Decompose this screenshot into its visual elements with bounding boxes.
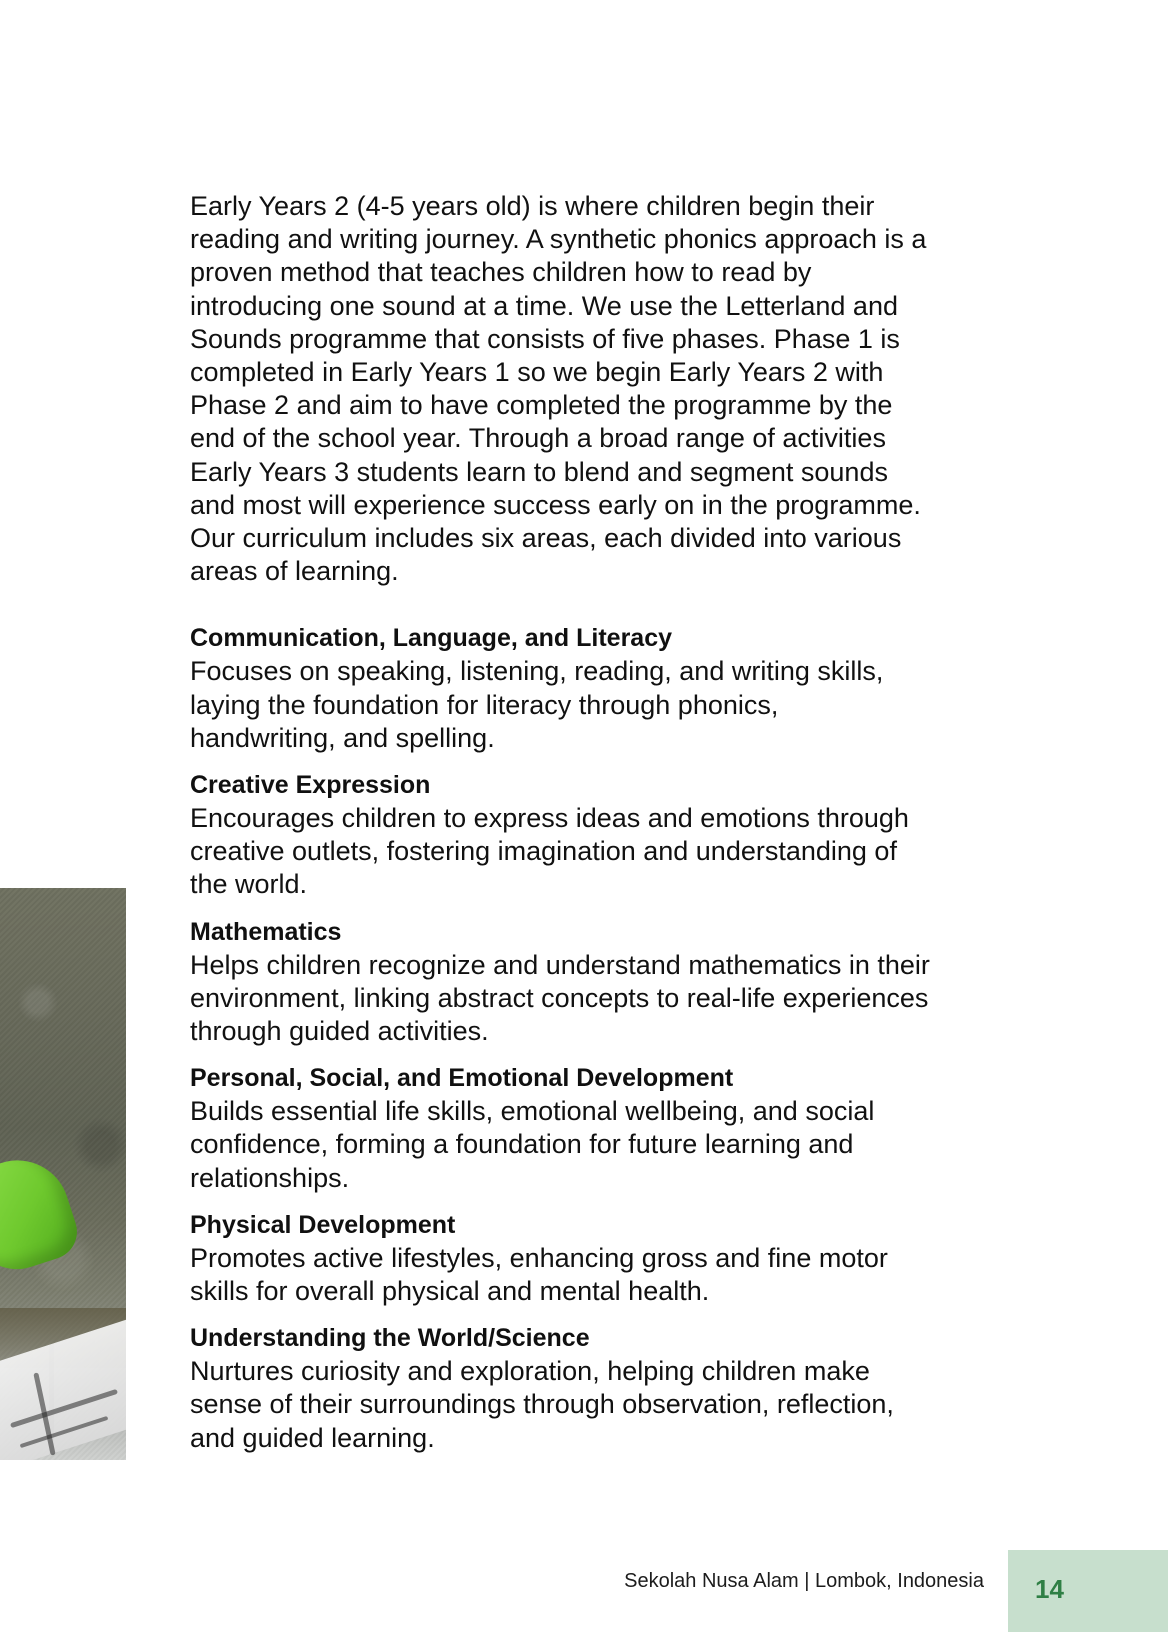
section-title: Communication, Language, and Literacy <box>190 624 673 653</box>
section-creative-expression <box>190 769 930 902</box>
section-title: Physical Development <box>190 1210 456 1239</box>
section-text: Encourages children to express ideas and emotions through creative outlets, fostering imagination and understanding of the world. <box>190 803 909 900</box>
page-number: 14 <box>1035 1574 1064 1604</box>
left-photo-strip <box>0 888 126 1460</box>
page-content <box>190 190 930 1469</box>
section-personal-social-emotional-development <box>190 1062 930 1195</box>
intro-paragraph: Early Years 2 (4-5 years old) is where children begin their reading and writing journey. A synthetic phonics approach is a proven method that teaches children how to read by introducing one sound at a time. We use the Letterland and Sounds programme that consists of five phases. Phase 1 is completed in Early Years 1 so we begin Early Years 2 with Phase 2 and aim to have completed the programme by the end of the school year. Through a broad range of activities Early Years 3 students learn to blend and segment sounds and most will experience success early on in the programme. Our curriculum includes six areas, each divided into various areas of learning. <box>190 191 927 587</box>
section-text: Nurtures curiosity and exploration, helping children make sense of their surroundings through observation, reflection, and guided learning. <box>190 1356 894 1453</box>
section-understanding-the-world-science <box>190 1322 930 1455</box>
section-title: Understanding the World/Science <box>190 1324 590 1353</box>
section-title: Creative Expression <box>190 771 431 800</box>
page-number-box <box>1008 1550 1168 1632</box>
section-text: Promotes active lifestyles, enhancing gross and fine motor skills for overall physical and mental health. <box>190 1242 888 1307</box>
section-mathematics <box>190 916 930 1049</box>
section-text: Builds essential life skills, emotional wellbeing, and social confidence, forming a foundation for future learning and relationships. <box>190 1096 875 1193</box>
section-title: Personal, Social, and Emotional Development <box>190 1064 734 1093</box>
section-physical-development <box>190 1209 930 1308</box>
section-text: Focuses on speaking, listening, reading, and writing skills, laying the foundation for literacy through phonics, handwriting, and spelling. <box>190 656 884 753</box>
section-text: Helps children recognize and understand mathematics in their environment, linking abstract concepts to real-life experiences through guided activities. <box>190 949 930 1047</box>
section-title: Mathematics <box>190 917 342 946</box>
footer-location: Sekolah Nusa Alam | Lombok, Indonesia <box>624 1570 984 1592</box>
section-communication-language-literacy <box>190 622 930 755</box>
